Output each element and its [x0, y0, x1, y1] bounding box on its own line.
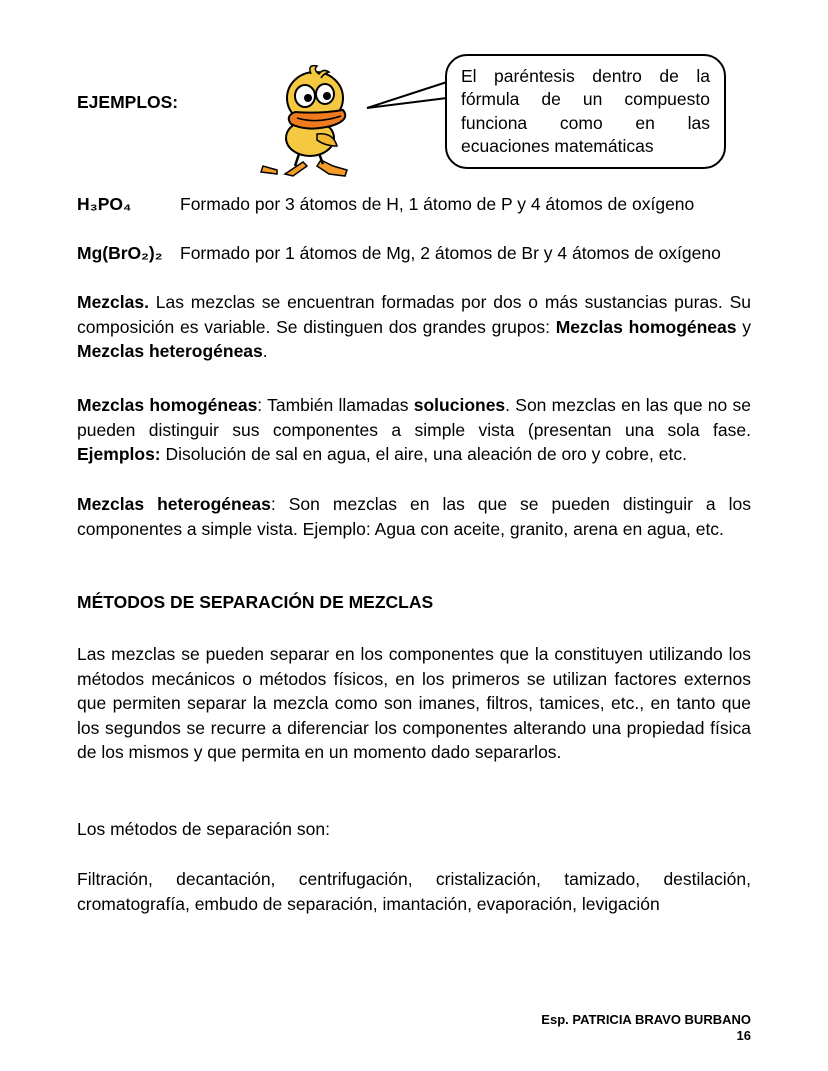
- section-title: MÉTODOS DE SEPARACIÓN DE MEZCLAS: [77, 592, 434, 612]
- examples-label: Ejemplos:: [77, 444, 161, 465]
- speech-bubble-tail: [365, 78, 449, 114]
- formula-symbol: H₃PO₄: [77, 194, 132, 214]
- term-homogeneas: Mezclas homogéneas: [555, 316, 737, 337]
- formula-description: Formado por 1 átomos de Mg, 2 átomos de Br y 4 átomos de oxígeno: [180, 243, 721, 263]
- duck-cartoon-illustration: [255, 62, 375, 182]
- homogeneas-text: : También llamadas: [257, 395, 409, 415]
- mezclas-text: Las mezclas se encuentran formadas por dos o más sustancias puras. Su composición es variable. Se distinguen dos grandes grupos:: [77, 292, 751, 337]
- term-heterogeneas: Mezclas heterogéneas: [77, 341, 263, 362]
- examples-heading: EJEMPLOS:: [77, 92, 179, 112]
- formula-symbol: Mg(BrO₂)₂: [77, 243, 163, 263]
- period: .: [262, 341, 268, 362]
- term-soluciones: soluciones: [413, 395, 506, 415]
- heterogeneas-paragraph: [77, 492, 751, 541]
- bubble-line: El paréntesis dentro de la: [461, 66, 710, 86]
- list-intro: Los métodos de separación son:: [77, 819, 330, 839]
- mezclas-paragraph: [77, 290, 751, 364]
- formula-description: Formado por 3 átomos de H, 1 átomo de P y 4 átomos de oxígeno: [180, 194, 695, 214]
- metodos-paragraph: Las mezclas se pueden separar en los componentes que la constituyen utilizando los métodos mecánicos o métodos físicos, en los primeros se utilizan factores externos que permiten separar la mezcla como son imanes, filtros, tamices, etc., en tanto que los segundos se recurre a diferenciar los componentes alterando una propiedad física de los mismos y que permita en un momento dado separarlos.: [77, 644, 751, 763]
- speech-bubble: [445, 54, 726, 169]
- joiner-text: y: [742, 316, 751, 337]
- heterogeneas-text: : Son mezclas en las que se pueden distinguir a los componentes a simple vista. Ejemplo: Agua con aceite, granito, arena en agua, etc.: [77, 494, 751, 539]
- bubble-line: funciona como en las: [461, 112, 710, 133]
- bubble-line: ecuaciones matemáticas: [461, 135, 654, 156]
- homogeneas-text-2: . Son mezclas en las que no se pueden distinguir sus componentes a simple vista (presentan una sola fase.: [77, 395, 751, 440]
- author-name: Esp. PATRICIA BRAVO BURBANO: [541, 1012, 751, 1027]
- term-mezclas-homogeneas: Mezclas homogéneas: [77, 395, 258, 415]
- homogeneas-paragraph: [77, 393, 751, 467]
- term-mezclas-heterogeneas: Mezclas heterogéneas: [77, 494, 271, 514]
- formula-row: [77, 192, 694, 216]
- methods-list: Filtración, decantación, centrifugación, cristalización, tamizado, destilación, cromatografía, embudo de separación, imantación, evaporación, levigación: [77, 869, 751, 914]
- term-mezclas: Mezclas.: [77, 292, 149, 312]
- page-number: 16: [736, 1028, 751, 1043]
- bubble-line: fórmula de un compuesto: [461, 89, 710, 110]
- page-footer: [541, 1012, 751, 1044]
- formula-row: [77, 241, 721, 265]
- examples-text: Disolución de sal en agua, el aire, una aleación de oro y cobre, etc.: [160, 444, 687, 465]
